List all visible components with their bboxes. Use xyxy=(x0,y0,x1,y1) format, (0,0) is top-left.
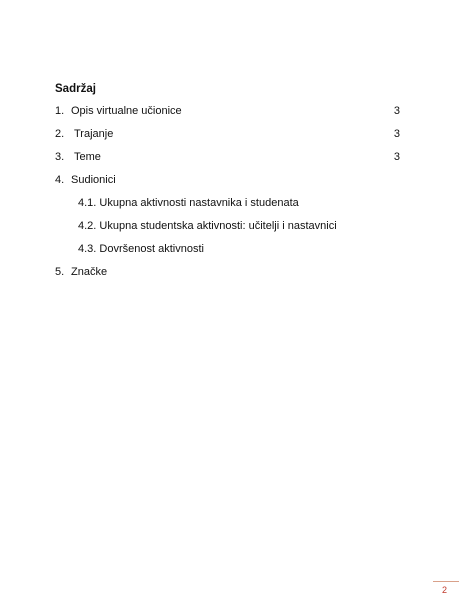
toc-title: Sadržaj xyxy=(55,83,96,95)
footer-divider xyxy=(433,581,459,582)
toc-item-page: 3 xyxy=(393,128,400,140)
toc-subitem-4-2[interactable]: 4.2. Ukupna studentska aktivnosti: učitelji i nastavnici xyxy=(78,220,337,232)
toc-item-number: 3. xyxy=(55,151,65,163)
toc-subitem-4-1[interactable]: 4.1. Ukupna aktivnosti nastavnika i studenata xyxy=(78,197,299,209)
toc-item-label: Trajanje xyxy=(74,128,114,140)
toc-item-page: 3 xyxy=(393,151,400,163)
toc-item-3[interactable] xyxy=(55,150,400,164)
toc-item-2[interactable] xyxy=(55,127,400,141)
toc-subitem-4-3[interactable]: 4.3. Dovršenost aktivnosti xyxy=(78,243,204,255)
toc-item-label: Teme xyxy=(74,151,101,163)
toc-item-label: Opis virtualne učionice xyxy=(71,105,182,117)
toc-item-number: 2. xyxy=(55,128,65,140)
page-number: 2 xyxy=(442,585,448,595)
toc-item-4[interactable] xyxy=(55,173,400,187)
toc-item-number: 1. xyxy=(55,105,65,117)
toc-item-label: Sudionici xyxy=(71,174,116,186)
toc-item-number: 5. xyxy=(55,266,65,278)
toc-item-number: 4. xyxy=(55,174,65,186)
toc-item-page: 3 xyxy=(393,105,400,117)
toc-item-5[interactable] xyxy=(55,265,400,279)
toc-item-label: Značke xyxy=(71,266,108,278)
toc-item-1[interactable] xyxy=(55,104,400,118)
